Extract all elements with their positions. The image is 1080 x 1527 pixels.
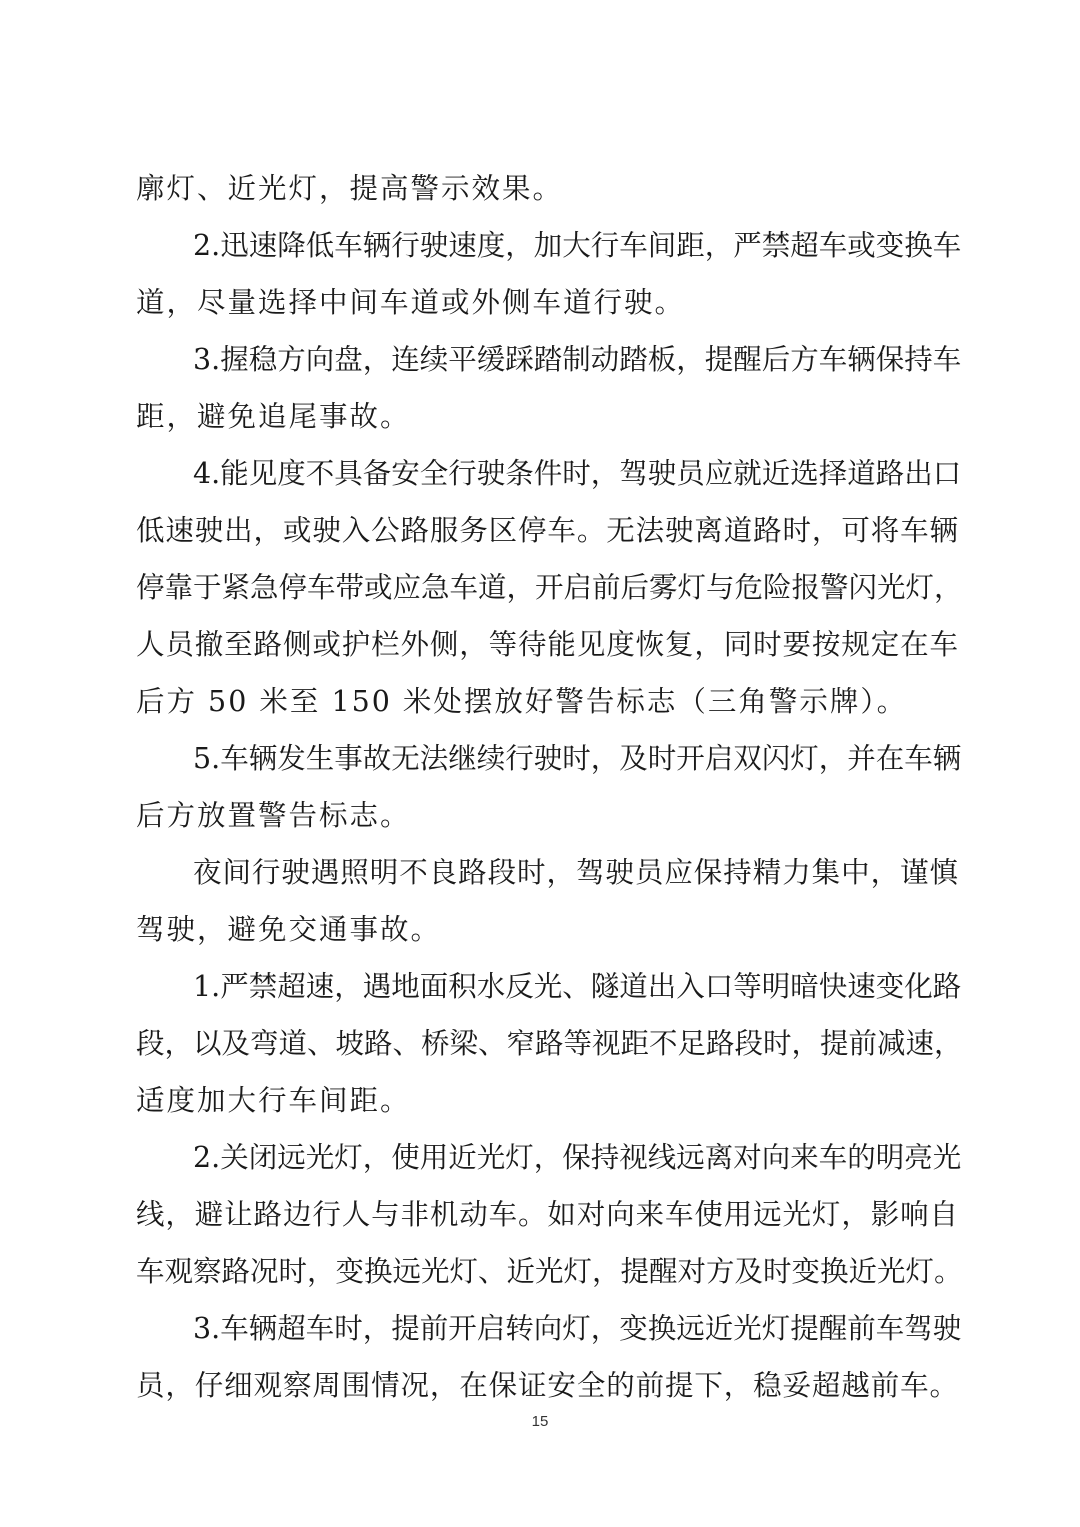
text-line: 车观察路况时，变换远光灯、近光灯，提醒对方及时变换近光灯。 <box>136 1255 963 1288</box>
text-line: 后方 50 米至 150 米处摆放好警告标志（三角警示牌）。 <box>136 685 908 718</box>
text-line: 3.握稳方向盘，连续平缓踩踏制动踏板，提醒后方车辆保持车 <box>193 343 962 376</box>
text-line: 1.严禁超速，遇地面积水反光、隧道出入口等明暗快速变化路 <box>193 970 962 1003</box>
text-line: 员，仔细观察周围情况，在保证安全的前提下，稳妥超越前车。 <box>136 1369 958 1402</box>
text-line: 适度加大行车间距。 <box>136 1084 411 1117</box>
text-line: 段，以及弯道、坡路、桥梁、窄路等视距不足路段时，提前减速， <box>136 1027 963 1060</box>
text-line: 道，尽量选择中间车道或外侧车道行驶。 <box>136 286 686 319</box>
text-line: 线，避让路边行人与非机动车。如对向来车使用远光灯，影响自 <box>136 1198 958 1231</box>
text-line: 低速驶出，或驶入公路服务区停车。无法驶离道路时，可将车辆 <box>136 514 958 547</box>
text-line: 2.关闭远光灯，使用近光灯，保持视线远离对向来车的明亮光 <box>193 1141 962 1174</box>
text-line: 夜间行驶遇照明不良路段时，驾驶员应保持精力集中，谨慎 <box>193 856 958 889</box>
page-number: 15 <box>531 1413 549 1430</box>
text-line: 后方放置警告标志。 <box>136 799 411 832</box>
text-line: 驾驶，避免交通事故。 <box>136 913 442 946</box>
text-line: 5.车辆发生事故无法继续行驶时，及时开启双闪灯，并在车辆 <box>193 742 962 775</box>
text-line: 距，避免追尾事故。 <box>136 400 411 433</box>
text-line: 停靠于紧急停车带或应急车道，开启前后雾灯与危险报警闪光灯， <box>136 571 963 604</box>
text-line: 廓灯、近光灯，提高警示效果。 <box>136 172 564 205</box>
text-line: 2.迅速降低车辆行驶速度，加大行车间距，严禁超车或变换车 <box>193 229 962 262</box>
body-text <box>136 160 963 1414</box>
text-line: 3.车辆超车时，提前开启转向灯，变换远近光灯提醒前车驾驶 <box>193 1312 962 1345</box>
text-line: 4.能见度不具备安全行驶条件时，驾驶员应就近选择道路出口 <box>193 457 962 490</box>
text-line: 人员撤至路侧或护栏外侧，等待能见度恢复，同时要按规定在车 <box>136 628 958 661</box>
